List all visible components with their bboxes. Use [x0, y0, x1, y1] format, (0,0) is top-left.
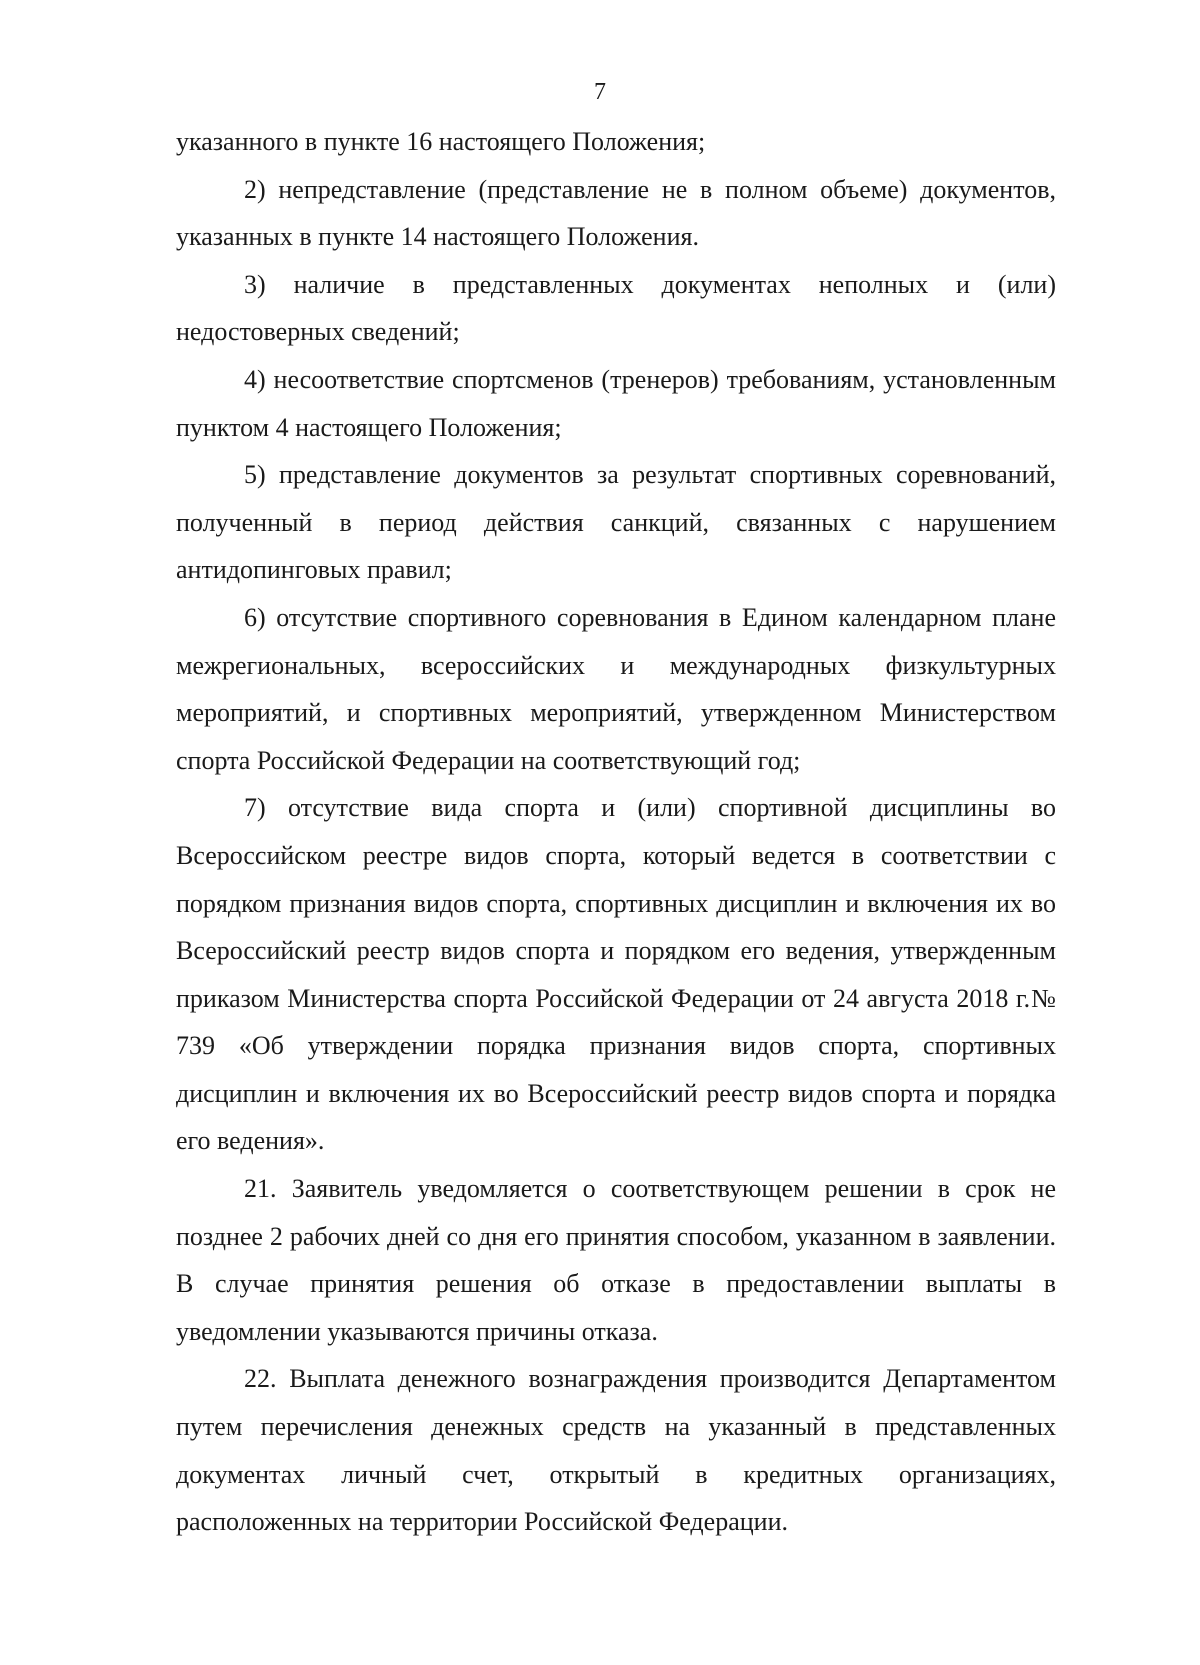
- paragraph-item-4: 4) несоответствие спортсменов (тренеров) требованиям, установленным пунктом 4 настоящего Положения;: [176, 364, 1056, 442]
- paragraph-continuation: указанного в пункте 16 настоящего Положения;: [176, 127, 706, 156]
- document-body: [176, 118, 1056, 1546]
- paragraph-item-3: 3) наличие в представленных документах неполных и (или) недостоверных сведений;: [176, 269, 1056, 347]
- paragraph-item-5: 5) представление документов за результат спортивных соревнований, полученный в период действия санкций, связанных с нарушением антидопинговых правил;: [176, 460, 1056, 585]
- paragraph-item-6: 6) отсутствие спортивного соревнования в Едином календарном плане межрегиональных, всероссийских и международных физкультурных мероприятий, и спортивных мероприятий, утвержденном Министерством спорта Российской Федерации на соответствующий год;: [176, 602, 1056, 775]
- paragraph-item-7: 7) отсутствие вида спорта и (или) спортивной дисциплины во Всероссийском реестре видов спорта, который ведется в соответствии с порядком признания видов спорта, спортивных дисциплин и включения их во Всероссийский реестр видов спорта и порядком его ведения, утвержденным приказом Министерства спорта Российской Федерации от 24 августа 2018 г.№ 739 «Об утверждении порядка признания видов спорта, спортивных дисциплин и включения их во Всероссийский реестр видов спорта и порядка его ведения».: [176, 793, 1056, 1156]
- page-number: 7: [594, 79, 606, 105]
- paragraph-clause-22: 22. Выплата денежного вознаграждения производится Департаментом путем перечисления денежных средств на указанный в представленных документах личный счет, открытый в кредитных организациях, расположенных на территории Российской Федерации.: [176, 1364, 1056, 1537]
- paragraph-item-2: 2) непредставление (представление не в полном объеме) документов, указанных в пункте 14 настоящего Положения.: [176, 174, 1056, 252]
- paragraph-clause-21: 21. Заявитель уведомляется о соответствующем решении в срок не позднее 2 рабочих дней со дня его принятия способом, указанном в заявлении. В случае принятия решения об отказе в предоставлении выплаты в уведомлении указываются причины отказа.: [176, 1174, 1056, 1346]
